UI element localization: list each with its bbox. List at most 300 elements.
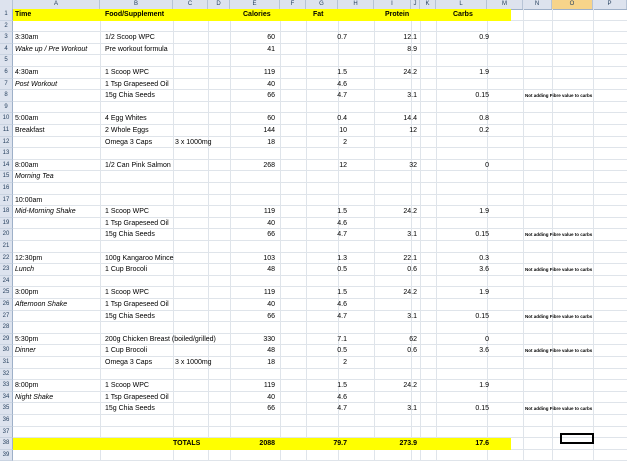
grid-line: [552, 44, 553, 56]
grid-line: [173, 322, 174, 334]
grid-line: [420, 67, 421, 79]
grid-line: [173, 369, 174, 381]
grid-line: [487, 450, 488, 461]
grid-line: [411, 137, 412, 149]
grid-line: [523, 276, 524, 288]
row-header-18[interactable]: 18: [0, 206, 13, 218]
table-row[interactable]: [13, 311, 627, 323]
grid-line: [487, 55, 488, 67]
grid-line: [593, 67, 594, 79]
table-row[interactable]: [13, 125, 627, 137]
table-row[interactable]: [13, 287, 627, 299]
grid-line: [306, 415, 307, 427]
protein-cell: 0.6: [407, 266, 417, 274]
protein-cell: 3.1: [407, 405, 417, 413]
grid-line: [420, 369, 421, 381]
grid-line: [552, 334, 553, 346]
table-row[interactable]: [13, 369, 627, 381]
grid-line: [487, 218, 488, 230]
grid-line: [436, 218, 437, 230]
grid-line: [100, 276, 101, 288]
table-row[interactable]: [13, 9, 627, 21]
grid-line: [552, 299, 553, 311]
grid-line: [306, 427, 307, 439]
table-row[interactable]: [13, 299, 627, 311]
grid-line: [487, 21, 488, 33]
grid-line: [593, 287, 594, 299]
column-header-a[interactable]: A: [13, 0, 100, 9]
row-header-8[interactable]: 8: [0, 90, 13, 102]
row-header-5[interactable]: 5: [0, 55, 13, 67]
table-row[interactable]: [13, 334, 627, 346]
column-header-l[interactable]: L: [436, 0, 487, 9]
grid-line: [100, 369, 101, 381]
grid-line: [280, 276, 281, 288]
grid-line: [100, 311, 101, 323]
grid-line: [306, 369, 307, 381]
table-row[interactable]: [13, 345, 627, 357]
row-header-26[interactable]: 26: [0, 299, 13, 311]
grid-line: [306, 44, 307, 56]
grid-line: [411, 171, 412, 183]
food-cell: 1 Scoop WPC: [105, 382, 149, 390]
time-cell: Night Shake: [15, 393, 54, 401]
grid-line: [173, 427, 174, 439]
grid-line: [487, 357, 488, 369]
grid-line: [420, 113, 421, 125]
grid-line: [420, 160, 421, 172]
grid-line: [420, 206, 421, 218]
grid-line: [487, 137, 488, 149]
grid-line: [100, 253, 101, 265]
time-cell: 4:30am: [15, 69, 39, 76]
grid-line: [411, 148, 412, 160]
row-header-14[interactable]: 14: [0, 160, 13, 172]
row-header-6[interactable]: 6: [0, 67, 13, 79]
header-fat: Fat: [313, 11, 324, 18]
grid-line: [173, 171, 174, 183]
header-food: Food/Supplement: [105, 11, 165, 18]
row-header-29[interactable]: 29: [0, 334, 13, 346]
protein-cell: 32: [409, 161, 417, 169]
food-cell: 1 Tsp Grapeseed Oil: [105, 80, 169, 88]
calories-cell: 66: [267, 92, 275, 100]
row-header-19[interactable]: 19: [0, 218, 13, 230]
grid-line: [436, 21, 437, 33]
fat-cell: 2: [343, 359, 347, 366]
table-row[interactable]: [13, 171, 627, 183]
row-header-13[interactable]: 13: [0, 148, 13, 160]
grid-line: [420, 450, 421, 461]
grid-line: [487, 79, 488, 91]
grid-line: [280, 427, 281, 439]
grid-line: [523, 206, 524, 218]
row-header-16[interactable]: 16: [0, 183, 13, 195]
table-row[interactable]: [13, 21, 627, 33]
grid-line: [374, 241, 375, 253]
grid-line: [374, 299, 375, 311]
grid-line: [436, 148, 437, 160]
grid-line: [208, 322, 209, 334]
grid-line: [280, 44, 281, 56]
grid-line: [593, 55, 594, 67]
grid-line: [280, 148, 281, 160]
header-calories: Calories: [243, 11, 271, 18]
table-row[interactable]: [13, 229, 627, 241]
grid-line: [420, 241, 421, 253]
row-header-22[interactable]: 22: [0, 253, 13, 265]
row-header-27[interactable]: 27: [0, 311, 13, 323]
fat-cell: 4.7: [337, 312, 347, 320]
table-row[interactable]: [13, 67, 627, 79]
fat-cell: 0.5: [337, 266, 347, 274]
fat-cell: 0.7: [337, 34, 347, 42]
grid-line: [306, 380, 307, 392]
carbs-cell: 0.15: [475, 312, 489, 320]
table-row[interactable]: [13, 195, 627, 207]
row-header-34[interactable]: 34: [0, 392, 13, 404]
grid-line: [523, 90, 524, 102]
table-row[interactable]: [13, 241, 627, 253]
row-header-12[interactable]: 12: [0, 137, 13, 149]
carbs-cell: 0: [485, 335, 489, 343]
grid-line: [523, 229, 524, 241]
header-protein: Protein: [385, 11, 410, 18]
grid-line: [487, 276, 488, 288]
grid-line: [306, 299, 307, 311]
row-header-39[interactable]: 39: [0, 450, 13, 461]
table-row[interactable]: [13, 427, 627, 439]
column-header-c[interactable]: C: [173, 0, 208, 9]
table-row[interactable]: [13, 79, 627, 91]
grid-line: [230, 21, 231, 33]
grid-line: [230, 102, 231, 114]
grid-line: [593, 322, 594, 334]
row-header-28[interactable]: 28: [0, 322, 13, 334]
table-row[interactable]: [13, 403, 627, 415]
grid-line: [436, 311, 437, 323]
row-header-24[interactable]: 24: [0, 276, 13, 288]
table-row[interactable]: [13, 183, 627, 195]
row-header-33[interactable]: 33: [0, 380, 13, 392]
row-header-2[interactable]: 2: [0, 21, 13, 33]
table-row[interactable]: [13, 44, 627, 56]
column-header-n[interactable]: N: [523, 0, 552, 9]
grid-line: [552, 357, 553, 369]
grid-line: [487, 195, 488, 207]
food-cell: 1/2 Can Pink Salmon: [105, 161, 171, 169]
grid-line: [593, 125, 594, 137]
table-row[interactable]: [13, 148, 627, 160]
table-row[interactable]: [13, 392, 627, 404]
grid-line: [552, 148, 553, 160]
grid-line: [173, 450, 174, 461]
calories-cell: 66: [267, 231, 275, 239]
carbs-cell: 0.15: [475, 92, 489, 100]
row-header-1[interactable]: 1: [0, 9, 13, 21]
grid-line: [593, 21, 594, 33]
grid-line: [420, 345, 421, 357]
table-row[interactable]: [13, 90, 627, 102]
grid-line: [411, 427, 412, 439]
note-cell: Not adding Fibre value to carbs: [525, 406, 593, 412]
time-cell: Mid-Morning Shake: [15, 208, 76, 216]
carbs-cell: 0.9: [479, 34, 489, 42]
column-header-p[interactable]: P: [593, 0, 627, 9]
grid-line: [208, 241, 209, 253]
row-header-7[interactable]: 7: [0, 79, 13, 91]
column-header-k[interactable]: K: [420, 0, 436, 9]
header-carbs: Carbs: [453, 11, 473, 18]
table-row[interactable]: [13, 450, 627, 461]
table-row[interactable]: [13, 380, 627, 392]
table-row[interactable]: [13, 113, 627, 125]
grid-line: [280, 311, 281, 323]
table-row[interactable]: [13, 55, 627, 67]
time-cell: Breakfast: [15, 127, 45, 134]
grid-line: [436, 206, 437, 218]
grid-line: [338, 276, 339, 288]
food-cell: 15g Chia Seeds: [105, 92, 155, 100]
grid-line: [306, 125, 307, 137]
table-row[interactable]: [13, 32, 627, 44]
grid-line: [436, 32, 437, 44]
calories-cell: 119: [263, 289, 275, 297]
carbs-cell: 3.6: [479, 266, 489, 274]
time-cell: Post Workout: [15, 80, 58, 88]
grid-line: [230, 171, 231, 183]
grid-line: [523, 450, 524, 461]
grid-line: [487, 171, 488, 183]
protein-cell: 12: [409, 127, 417, 134]
grid-line: [100, 206, 101, 218]
table-row[interactable]: [13, 160, 627, 172]
grid-line: [374, 21, 375, 33]
row-header-20[interactable]: 20: [0, 229, 13, 241]
table-row[interactable]: [13, 102, 627, 114]
food-cell: 200g Chicken Breast (boiled/grilled): [105, 335, 216, 343]
grid-line: [411, 218, 412, 230]
grid-line: [173, 241, 174, 253]
grid-line: [487, 148, 488, 160]
protein-cell: 3.1: [407, 312, 417, 320]
grid-line: [420, 102, 421, 114]
grid-line: [552, 125, 553, 137]
row-header-35[interactable]: 35: [0, 403, 13, 415]
grid-line: [420, 415, 421, 427]
grid-line: [230, 450, 231, 461]
table-row[interactable]: [13, 415, 627, 427]
row-header-10[interactable]: 10: [0, 113, 13, 125]
row-header-11[interactable]: 11: [0, 125, 13, 137]
row-header-36[interactable]: 36: [0, 415, 13, 427]
grid-line: [523, 171, 524, 183]
column-header-m[interactable]: M: [487, 0, 523, 9]
carbs-cell: 1.9: [479, 289, 489, 297]
grid-line: [487, 322, 488, 334]
table-row[interactable]: [13, 137, 627, 149]
grid-line: [411, 241, 412, 253]
calories-cell: 268: [263, 161, 275, 169]
grid-line: [420, 392, 421, 404]
table-row[interactable]: [13, 264, 627, 276]
grid-line: [230, 241, 231, 253]
grid-line: [100, 264, 101, 276]
column-header-g[interactable]: G: [306, 0, 338, 9]
table-row[interactable]: [13, 276, 627, 288]
grid-line: [420, 32, 421, 44]
grid-line: [593, 183, 594, 195]
grid-line: [487, 102, 488, 114]
grid-line: [306, 218, 307, 230]
selected-cell-cursor[interactable]: [560, 433, 594, 444]
table-row[interactable]: [13, 218, 627, 230]
grid-line: [420, 264, 421, 276]
grid-line: [420, 311, 421, 323]
grid-line: [523, 160, 524, 172]
food-cell: 1 Scoop WPC: [105, 208, 149, 216]
row-header-38[interactable]: 38: [0, 438, 13, 450]
grid-line: [523, 44, 524, 56]
grid-line: [523, 55, 524, 67]
grid-line: [436, 345, 437, 357]
grid-line: [306, 241, 307, 253]
column-header-e[interactable]: E: [230, 0, 280, 9]
extra-cell: 3 x 1000mg: [175, 359, 212, 366]
column-header-j[interactable]: J: [411, 0, 420, 9]
grid-line: [280, 206, 281, 218]
grid-line: [100, 334, 101, 346]
row-header-9[interactable]: 9: [0, 102, 13, 114]
table-row[interactable]: [13, 357, 627, 369]
grid-line: [523, 218, 524, 230]
grid-line: [552, 206, 553, 218]
protein-cell: 14.4: [403, 115, 417, 123]
row-header-32[interactable]: 32: [0, 369, 13, 381]
grid-line: [338, 148, 339, 160]
row-header-17[interactable]: 17: [0, 195, 13, 207]
grid-line: [523, 79, 524, 91]
calories-cell: 18: [267, 359, 275, 366]
protein-cell: 24.2: [403, 69, 417, 76]
time-cell: 8:00pm: [15, 382, 39, 390]
table-row[interactable]: [13, 322, 627, 334]
column-header-b[interactable]: B: [100, 0, 173, 9]
grid-line: [436, 90, 437, 102]
grid-line: [280, 253, 281, 265]
grid-line: [173, 183, 174, 195]
grid-line: [280, 183, 281, 195]
grid-line: [552, 218, 553, 230]
food-cell: Pre workout formula: [105, 45, 168, 53]
grid-line: [280, 241, 281, 253]
row-header-15[interactable]: 15: [0, 171, 13, 183]
grid-line: [100, 299, 101, 311]
food-cell: 1 Tsp Grapeseed Oil: [105, 219, 169, 227]
row-header-25[interactable]: 25: [0, 287, 13, 299]
grid-line: [338, 450, 339, 461]
grid-line: [552, 276, 553, 288]
grid-line: [552, 241, 553, 253]
grid-line: [280, 287, 281, 299]
grid-line: [100, 415, 101, 427]
grid-line: [100, 160, 101, 172]
grid-line: [338, 55, 339, 67]
grid-line: [100, 195, 101, 207]
column-header-h[interactable]: H: [338, 0, 374, 9]
grid-line: [306, 183, 307, 195]
grid-line: [487, 427, 488, 439]
grid-line: [593, 113, 594, 125]
column-header-d[interactable]: D: [208, 0, 230, 9]
grid-line: [306, 287, 307, 299]
time-cell: Afternoon Shake: [15, 301, 68, 308]
grid-line: [552, 160, 553, 172]
grid-line: [593, 9, 594, 21]
row-header-30[interactable]: 30: [0, 345, 13, 357]
grid-line: [100, 322, 101, 334]
grid-line: [280, 450, 281, 461]
grid-line: [523, 113, 524, 125]
time-cell: 3:30am: [15, 34, 39, 42]
table-row[interactable]: [13, 253, 627, 265]
time-cell: Morning Tea: [15, 173, 54, 181]
grid-line: [280, 380, 281, 392]
grid-line: [100, 148, 101, 160]
grid-line: [374, 171, 375, 183]
protein-cell: 3.1: [407, 231, 417, 239]
grid-line: [411, 183, 412, 195]
grid-line: [593, 160, 594, 172]
grid-line: [436, 160, 437, 172]
grid-line: [552, 195, 553, 207]
grid-line: [593, 276, 594, 288]
grid-line: [280, 357, 281, 369]
column-header-f[interactable]: F: [280, 0, 306, 9]
protein-cell: 12.1: [403, 34, 417, 42]
grid-line: [280, 195, 281, 207]
carbs-cell: 3.6: [479, 347, 489, 355]
grid-line: [593, 218, 594, 230]
food-cell: 2 Whole Eggs: [105, 127, 149, 134]
grid-line: [487, 183, 488, 195]
row-header-31[interactable]: 31: [0, 357, 13, 369]
grid-line: [374, 148, 375, 160]
fat-cell: 12: [339, 161, 347, 169]
row-header-23[interactable]: 23: [0, 264, 13, 276]
table-row[interactable]: [13, 206, 627, 218]
grid-line: [306, 276, 307, 288]
row-header-37[interactable]: 37: [0, 427, 13, 439]
grid-line: [100, 450, 101, 461]
grid-line: [100, 380, 101, 392]
grid-line: [306, 137, 307, 149]
row-header-21[interactable]: 21: [0, 241, 13, 253]
grid-line: [436, 171, 437, 183]
grid-line: [552, 253, 553, 265]
select-all-corner[interactable]: [0, 0, 13, 9]
column-header-o[interactable]: O: [552, 0, 593, 9]
grid-line: [523, 369, 524, 381]
column-header-i[interactable]: I: [374, 0, 411, 9]
grid-line: [411, 21, 412, 33]
row-header-4[interactable]: 4: [0, 44, 13, 56]
grid-line: [593, 334, 594, 346]
grid-line: [523, 195, 524, 207]
grid-line: [173, 55, 174, 67]
grid-line: [593, 148, 594, 160]
row-header-3[interactable]: 3: [0, 32, 13, 44]
